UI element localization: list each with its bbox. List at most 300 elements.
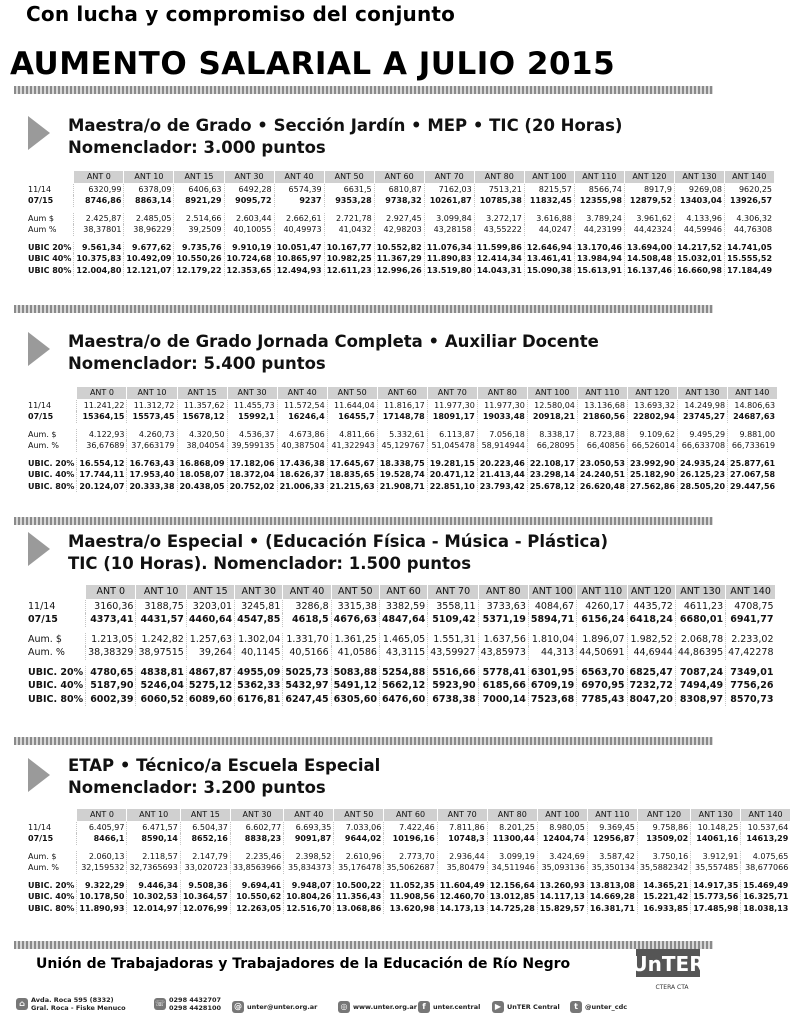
address xyxy=(16,996,126,1012)
table-cell: 35,557485 xyxy=(691,862,741,874)
table-cell: 13403,04 xyxy=(674,195,724,207)
table-cell: 8466,1 xyxy=(77,833,127,845)
table-cell: 12.179,22 xyxy=(174,265,224,277)
table-row xyxy=(26,646,776,660)
column-header: ANT 15 xyxy=(174,171,224,184)
table-cell: 2.485,05 xyxy=(124,213,174,225)
table-cell: 7087,24 xyxy=(675,666,725,680)
arrow-icon xyxy=(28,532,50,566)
table-cell: 9.561,34 xyxy=(74,242,124,254)
logo-sub: CTERA CTA xyxy=(655,984,689,991)
table-cell: 14.249,98 xyxy=(677,399,727,411)
row-label: Aum. $ xyxy=(28,429,57,439)
table-cell: 4867,87 xyxy=(186,666,234,680)
table-cell: 47,42278 xyxy=(726,646,776,660)
table-cell: 26.125,23 xyxy=(677,469,727,481)
column-header: ANT 30 xyxy=(224,171,274,184)
table-cell: 44,23199 xyxy=(574,224,624,236)
table-cell: 9.735,76 xyxy=(174,242,224,254)
table-cell: 15573,45 xyxy=(127,411,177,423)
column-header: ANT 130 xyxy=(674,171,724,184)
table-cell: 58,914944 xyxy=(477,440,527,452)
table-cell: 35,5882342 xyxy=(637,862,690,874)
table-cell: 9738,32 xyxy=(374,195,424,207)
table-cell: 11.312,72 xyxy=(127,399,177,411)
table-cell: 22.108,17 xyxy=(527,458,577,470)
salary-table xyxy=(26,584,776,706)
table-cell: 35,176478 xyxy=(334,862,384,874)
table-cell: 17148,78 xyxy=(377,411,427,423)
table-cell: 11.604,49 xyxy=(437,880,487,892)
row-label: 11/14 xyxy=(28,822,52,832)
table-cell: 6378,09 xyxy=(124,183,174,195)
table-cell: 1.331,70 xyxy=(283,633,331,647)
table-cell: 22.851,10 xyxy=(427,481,477,493)
table-cell: 18.338,75 xyxy=(377,458,427,470)
table-cell: 1.361,25 xyxy=(331,633,379,647)
column-header: ANT 80 xyxy=(487,809,537,822)
column-header: ANT 70 xyxy=(437,809,487,822)
table-cell: 5371,19 xyxy=(478,613,528,627)
table-cell: 6970,95 xyxy=(577,679,627,693)
table-cell: 18.835,65 xyxy=(327,469,377,481)
table-cell: 4780,65 xyxy=(86,666,136,680)
table-cell: 10196,16 xyxy=(384,833,437,845)
table-cell: 3.587,42 xyxy=(587,851,637,863)
table-cell: 20918,21 xyxy=(527,411,577,423)
column-header: ANT 130 xyxy=(675,585,725,600)
table-cell: 21.908,71 xyxy=(377,481,427,493)
table-cell: 16.554,12 xyxy=(77,458,127,470)
table-cell: 39,264 xyxy=(186,646,234,660)
table-cell: 66,633708 xyxy=(677,440,727,452)
table-cell: 13.620,98 xyxy=(384,903,437,915)
table-cell: 10.550,62 xyxy=(230,891,283,903)
table-cell: 44,50691 xyxy=(577,646,627,660)
table-cell: 8308,97 xyxy=(675,693,725,707)
table-cell: 5432,97 xyxy=(283,679,331,693)
table-cell: 8215,57 xyxy=(524,183,574,195)
table-cell: 10.724,68 xyxy=(224,253,274,265)
row-label: Aum. % xyxy=(28,647,65,659)
table-cell: 4.122,93 xyxy=(77,429,127,441)
section-subheading: Nomenclador: 5.400 puntos xyxy=(68,354,326,373)
table-cell: 4847,64 xyxy=(379,613,427,627)
table-cell: 12.611,23 xyxy=(324,265,374,277)
table-cell: 14061,16 xyxy=(691,833,741,845)
table-cell: 19033,48 xyxy=(477,411,527,423)
table-row xyxy=(26,440,777,452)
table-cell: 6.602,77 xyxy=(230,821,283,833)
table-cell: 8047,20 xyxy=(627,693,675,707)
table-cell: 38,37801 xyxy=(74,224,124,236)
table-cell: 10.364,57 xyxy=(180,891,230,903)
table-cell: 1.302,04 xyxy=(235,633,283,647)
column-header: ANT 100 xyxy=(527,387,577,400)
table-cell: 43,85973 xyxy=(478,646,528,660)
column-header: ANT 0 xyxy=(77,809,127,822)
table-cell: 15.613,91 xyxy=(574,265,624,277)
table-cell: 9237 xyxy=(274,195,324,207)
table-cell: 4.536,37 xyxy=(227,429,277,441)
column-header: ANT 140 xyxy=(728,387,778,400)
table-row xyxy=(26,821,790,833)
row-label: 07/15 xyxy=(28,834,54,844)
header-row xyxy=(26,387,777,400)
table-cell: 7513,21 xyxy=(474,183,524,195)
column-header: ANT 60 xyxy=(377,387,427,400)
column-header: ANT 60 xyxy=(374,171,424,184)
table-cell: 6060,52 xyxy=(136,693,186,707)
table-cell: 11.977,30 xyxy=(477,399,527,411)
table-cell: 3558,11 xyxy=(428,599,478,613)
table-cell: 44,86395 xyxy=(675,646,725,660)
table-cell: 14.725,28 xyxy=(487,903,537,915)
table-cell: 43,28158 xyxy=(424,224,474,236)
table-cell: 3245,81 xyxy=(235,599,283,613)
table-cell: 15.221,42 xyxy=(637,891,690,903)
table-cell: 5275,12 xyxy=(186,679,234,693)
table-row xyxy=(26,891,790,903)
web-link[interactable]: www.unter.org.ar xyxy=(353,1003,417,1011)
table-cell: 8.338,17 xyxy=(527,429,577,441)
table-cell: 7162,03 xyxy=(424,183,474,195)
column-header: ANT 60 xyxy=(384,809,437,822)
table-cell: 6089,60 xyxy=(186,693,234,707)
table-row xyxy=(26,399,777,411)
table-cell: 9.508,36 xyxy=(180,880,230,892)
table-cell: 38,677066 xyxy=(741,862,791,874)
column-header: ANT 50 xyxy=(334,809,384,822)
table-row xyxy=(26,429,777,441)
phone-icon: ☏ xyxy=(154,999,165,1008)
facebook[interactable] xyxy=(418,1001,480,1013)
table-row xyxy=(26,183,774,195)
table-cell: 11.241,22 xyxy=(77,399,127,411)
table-cell: 6563,70 xyxy=(577,666,627,680)
table-cell: 8917,9 xyxy=(624,183,674,195)
column-header: ANT 10 xyxy=(124,171,174,184)
table-cell: 15.032,01 xyxy=(674,253,724,265)
table-cell: 2.147,79 xyxy=(180,851,230,863)
table-cell: 13.136,68 xyxy=(577,399,627,411)
table-cell: 8838,23 xyxy=(230,833,283,845)
table-cell: 18.038,13 xyxy=(741,903,791,915)
table-cell: 12355,98 xyxy=(574,195,624,207)
table-cell: 4435,72 xyxy=(627,599,675,613)
table-cell: 12.494,93 xyxy=(274,265,324,277)
table-row xyxy=(26,679,776,693)
section-maestra-especial xyxy=(0,528,774,728)
salary-table xyxy=(26,170,775,276)
table-cell: 40,5166 xyxy=(283,646,331,660)
table-row xyxy=(26,599,776,613)
salary-table xyxy=(26,386,778,492)
table-row xyxy=(26,224,774,236)
subtitle: Con lucha y compromiso del conjunto xyxy=(26,2,456,26)
table-cell: 6574,39 xyxy=(274,183,324,195)
table-cell: 66,28095 xyxy=(527,440,577,452)
table-cell: 21860,56 xyxy=(577,411,627,423)
row-label: Aum. $ xyxy=(28,851,57,861)
table-cell: 9.495,29 xyxy=(677,429,727,441)
section-jornada-completa xyxy=(0,326,776,526)
address-line1: Avda. Roca 595 (8332) xyxy=(31,996,114,1004)
table-cell: 6418,24 xyxy=(627,613,675,627)
table-cell: 12.414,34 xyxy=(474,253,524,265)
table-cell: 44,313 xyxy=(528,646,576,660)
column-header: ANT 50 xyxy=(331,585,379,600)
table-cell: 23745,27 xyxy=(677,411,727,423)
column-header: ANT 15 xyxy=(186,585,234,600)
table-cell: 17.485,98 xyxy=(691,903,741,915)
youtube[interactable] xyxy=(492,1001,560,1013)
phones xyxy=(154,996,221,1012)
table-cell: 2.603,44 xyxy=(224,213,274,225)
table-cell: 22802,94 xyxy=(627,411,677,423)
table-cell: 24.935,24 xyxy=(677,458,727,470)
table-cell: 16.660,98 xyxy=(674,265,724,277)
table-cell: 9.694,41 xyxy=(230,880,283,892)
table-cell: 7785,43 xyxy=(577,693,627,707)
row-label: UBIC. 40% xyxy=(28,470,75,480)
column-header: ANT 110 xyxy=(574,171,624,184)
table-cell: 21.006,33 xyxy=(277,481,327,493)
table-cell: 23.992,90 xyxy=(627,458,677,470)
table-row xyxy=(26,411,777,423)
table-cell: 4547,85 xyxy=(235,613,283,627)
youtube-icon: ▶ xyxy=(492,1001,504,1013)
table-cell: 5491,12 xyxy=(331,679,379,693)
table-cell: 4.320,50 xyxy=(177,429,227,441)
table-cell: 11.908,56 xyxy=(384,891,437,903)
table-cell: 12.121,07 xyxy=(124,265,174,277)
column-header: ANT 70 xyxy=(424,171,474,184)
table-cell: 10.148,25 xyxy=(691,821,741,833)
table-cell: 9.109,62 xyxy=(627,429,677,441)
table-cell: 35,350134 xyxy=(587,862,637,874)
table-cell: 10748,3 xyxy=(437,833,487,845)
column-header: ANT 100 xyxy=(528,585,576,600)
column-header: ANT 30 xyxy=(227,387,277,400)
table-cell: 10.178,50 xyxy=(77,891,127,903)
table-cell: 2.060,13 xyxy=(77,851,127,863)
at-icon: @ xyxy=(234,1002,242,1011)
column-header: ANT 130 xyxy=(691,809,741,822)
column-header: ANT 40 xyxy=(284,809,334,822)
table-cell: 41,322943 xyxy=(327,440,377,452)
table-cell: 3382,59 xyxy=(379,599,427,613)
table-cell: 10.982,25 xyxy=(324,253,374,265)
section-maestra-grado xyxy=(0,112,773,302)
table-cell: 17.436,38 xyxy=(277,458,327,470)
row-label: Aum. % xyxy=(28,441,60,451)
table-cell: 24.240,51 xyxy=(577,469,627,481)
row-label: UBIC. 80% xyxy=(28,903,75,913)
table-cell: 27.562,86 xyxy=(627,481,677,493)
column-header: ANT 10 xyxy=(136,585,186,600)
column-header: ANT 110 xyxy=(577,387,627,400)
table-cell: 4955,09 xyxy=(235,666,283,680)
table-cell: 66,526014 xyxy=(627,440,677,452)
table-cell: 3.099,19 xyxy=(487,851,537,863)
column-header: ANT 100 xyxy=(524,171,574,184)
table-cell: 11.455,73 xyxy=(227,399,277,411)
table-cell: 12.353,65 xyxy=(224,265,274,277)
divider xyxy=(14,737,713,745)
twitter-icon: t xyxy=(570,1001,582,1013)
table-cell: 11300,44 xyxy=(487,833,537,845)
table-cell: 14.217,52 xyxy=(674,242,724,254)
table-cell: 4373,41 xyxy=(86,613,136,627)
table-cell: 15.555,52 xyxy=(724,253,774,265)
table-cell: 7232,72 xyxy=(627,679,675,693)
table-cell: 11.890,83 xyxy=(424,253,474,265)
table-cell: 44,76308 xyxy=(724,224,774,236)
table-cell: 44,59946 xyxy=(674,224,724,236)
table-cell: 9353,28 xyxy=(324,195,374,207)
table-cell: 11.599,86 xyxy=(474,242,524,254)
table-cell: 9.910,19 xyxy=(224,242,274,254)
table-cell: 15364,15 xyxy=(77,411,127,423)
column-header: ANT 130 xyxy=(677,387,727,400)
twitter-link[interactable]: @unter_cdc xyxy=(585,1003,628,1011)
email[interactable] xyxy=(232,1001,317,1013)
table-cell: 4611,23 xyxy=(675,599,725,613)
table-cell: 6247,45 xyxy=(283,693,331,707)
table-cell: 6825,47 xyxy=(627,666,675,680)
table-cell: 39,2509 xyxy=(174,224,224,236)
twitter[interactable] xyxy=(570,1001,627,1013)
email-link[interactable]: unter@unter.org.ar xyxy=(247,1003,318,1011)
table-cell: 13.694,00 xyxy=(624,242,674,254)
table-cell: 15678,12 xyxy=(177,411,227,423)
table-cell: 13.170,46 xyxy=(574,242,624,254)
table-cell: 8.201,25 xyxy=(487,821,537,833)
table-cell: 1.242,82 xyxy=(136,633,186,647)
table-cell: 8590,14 xyxy=(127,833,180,845)
table-cell: 32,159532 xyxy=(77,862,127,874)
table-cell: 7000,14 xyxy=(478,693,528,707)
contact-bar xyxy=(14,994,714,1018)
table-cell: 16.137,46 xyxy=(624,265,674,277)
divider xyxy=(14,941,713,949)
table-cell: 14.173,13 xyxy=(437,903,487,915)
table-cell: 15992,1 xyxy=(227,411,277,423)
table-cell: 6680,01 xyxy=(675,613,725,627)
row-label: UBIC 80% xyxy=(28,265,72,275)
row-label: UBIC. 40% xyxy=(28,680,84,692)
table-cell: 10.375,83 xyxy=(74,253,124,265)
table-row xyxy=(26,265,774,277)
table-cell: 1.896,07 xyxy=(577,633,627,647)
table-cell: 15.469,49 xyxy=(741,880,791,892)
table-cell: 12.263,05 xyxy=(230,903,283,915)
table-cell: 19.281,15 xyxy=(427,458,477,470)
table-cell: 2.398,52 xyxy=(284,851,334,863)
column-header: ANT 120 xyxy=(627,585,675,600)
table-cell: 9.758,86 xyxy=(637,821,690,833)
table-cell: 10.302,53 xyxy=(127,891,180,903)
unter-logo xyxy=(632,945,704,995)
column-header: ANT 0 xyxy=(77,387,127,400)
table-cell: 4618,5 xyxy=(283,613,331,627)
table-cell: 10.051,47 xyxy=(274,242,324,254)
corner-cell xyxy=(26,171,74,184)
website[interactable] xyxy=(338,1001,417,1013)
table-cell: 25.182,90 xyxy=(627,469,677,481)
divider xyxy=(14,305,713,313)
row-label: Aum. % xyxy=(28,863,60,873)
table-cell: 6476,60 xyxy=(379,693,427,707)
table-cell: 8746,86 xyxy=(74,195,124,207)
table-cell: 1.213,05 xyxy=(86,633,136,647)
header-row xyxy=(26,585,776,600)
table-cell: 2.936,44 xyxy=(437,851,487,863)
table-cell: 7.422,46 xyxy=(384,821,437,833)
table-cell: 2.610,96 xyxy=(334,851,384,863)
column-header: ANT 80 xyxy=(477,387,527,400)
table-cell: 36,67689 xyxy=(77,440,127,452)
home-icon: ⌂ xyxy=(16,998,28,1010)
table-cell: 15.829,57 xyxy=(537,903,587,915)
table-cell: 20.471,12 xyxy=(427,469,477,481)
table-cell: 4676,63 xyxy=(331,613,379,627)
table-cell: 5109,42 xyxy=(428,613,478,627)
row-label: Aum % xyxy=(28,225,57,235)
table-cell: 16.381,71 xyxy=(587,903,637,915)
table-cell: 3315,38 xyxy=(331,599,379,613)
table-cell: 40,387504 xyxy=(277,440,327,452)
table-cell: 5025,73 xyxy=(283,666,331,680)
facebook-link[interactable]: unter.central xyxy=(433,1003,481,1011)
table-cell: 28.505,20 xyxy=(677,481,727,493)
table-cell: 25.877,61 xyxy=(728,458,778,470)
section-heading: Maestra/o Especial • (Educación Física - Música - Plástica) xyxy=(68,532,608,551)
table-cell: 35,093136 xyxy=(537,862,587,874)
table-cell: 9269,08 xyxy=(674,183,724,195)
column-header: ANT 50 xyxy=(324,171,374,184)
row-label: UBIC. 40% xyxy=(28,892,75,902)
table-cell: 17.645,67 xyxy=(327,458,377,470)
table-cell: 3160,36 xyxy=(86,599,136,613)
table-cell: 66,733619 xyxy=(728,440,778,452)
table-cell: 14.508,48 xyxy=(624,253,674,265)
table-cell: 9.369,45 xyxy=(587,821,637,833)
table-cell: 5.332,61 xyxy=(377,429,427,441)
table-cell: 7494,49 xyxy=(675,679,725,693)
corner-cell xyxy=(26,387,77,400)
table-cell: 2.233,02 xyxy=(726,633,776,647)
table-cell: 21.215,63 xyxy=(327,481,377,493)
table-cell: 20.333,38 xyxy=(127,481,177,493)
youtube-link[interactable]: UnTER Central xyxy=(507,1003,560,1011)
table-cell: 8.980,05 xyxy=(537,821,587,833)
table-cell: 3286,8 xyxy=(283,599,331,613)
table-cell: 35,80479 xyxy=(437,862,487,874)
table-cell: 6176,81 xyxy=(235,693,283,707)
table-cell: 9.446,34 xyxy=(127,880,180,892)
table-row xyxy=(26,833,790,845)
table-cell: 13.519,80 xyxy=(424,265,474,277)
arrow-icon xyxy=(28,116,50,150)
table-cell: 17.953,40 xyxy=(127,469,177,481)
table-cell: 4460,64 xyxy=(186,613,234,627)
section-heading: Maestra/o de Grado Jornada Completa • Auxiliar Docente xyxy=(68,332,599,351)
table-cell: 5516,66 xyxy=(428,666,478,680)
table-cell: 40,10055 xyxy=(224,224,274,236)
table-cell: 4838,81 xyxy=(136,666,186,680)
